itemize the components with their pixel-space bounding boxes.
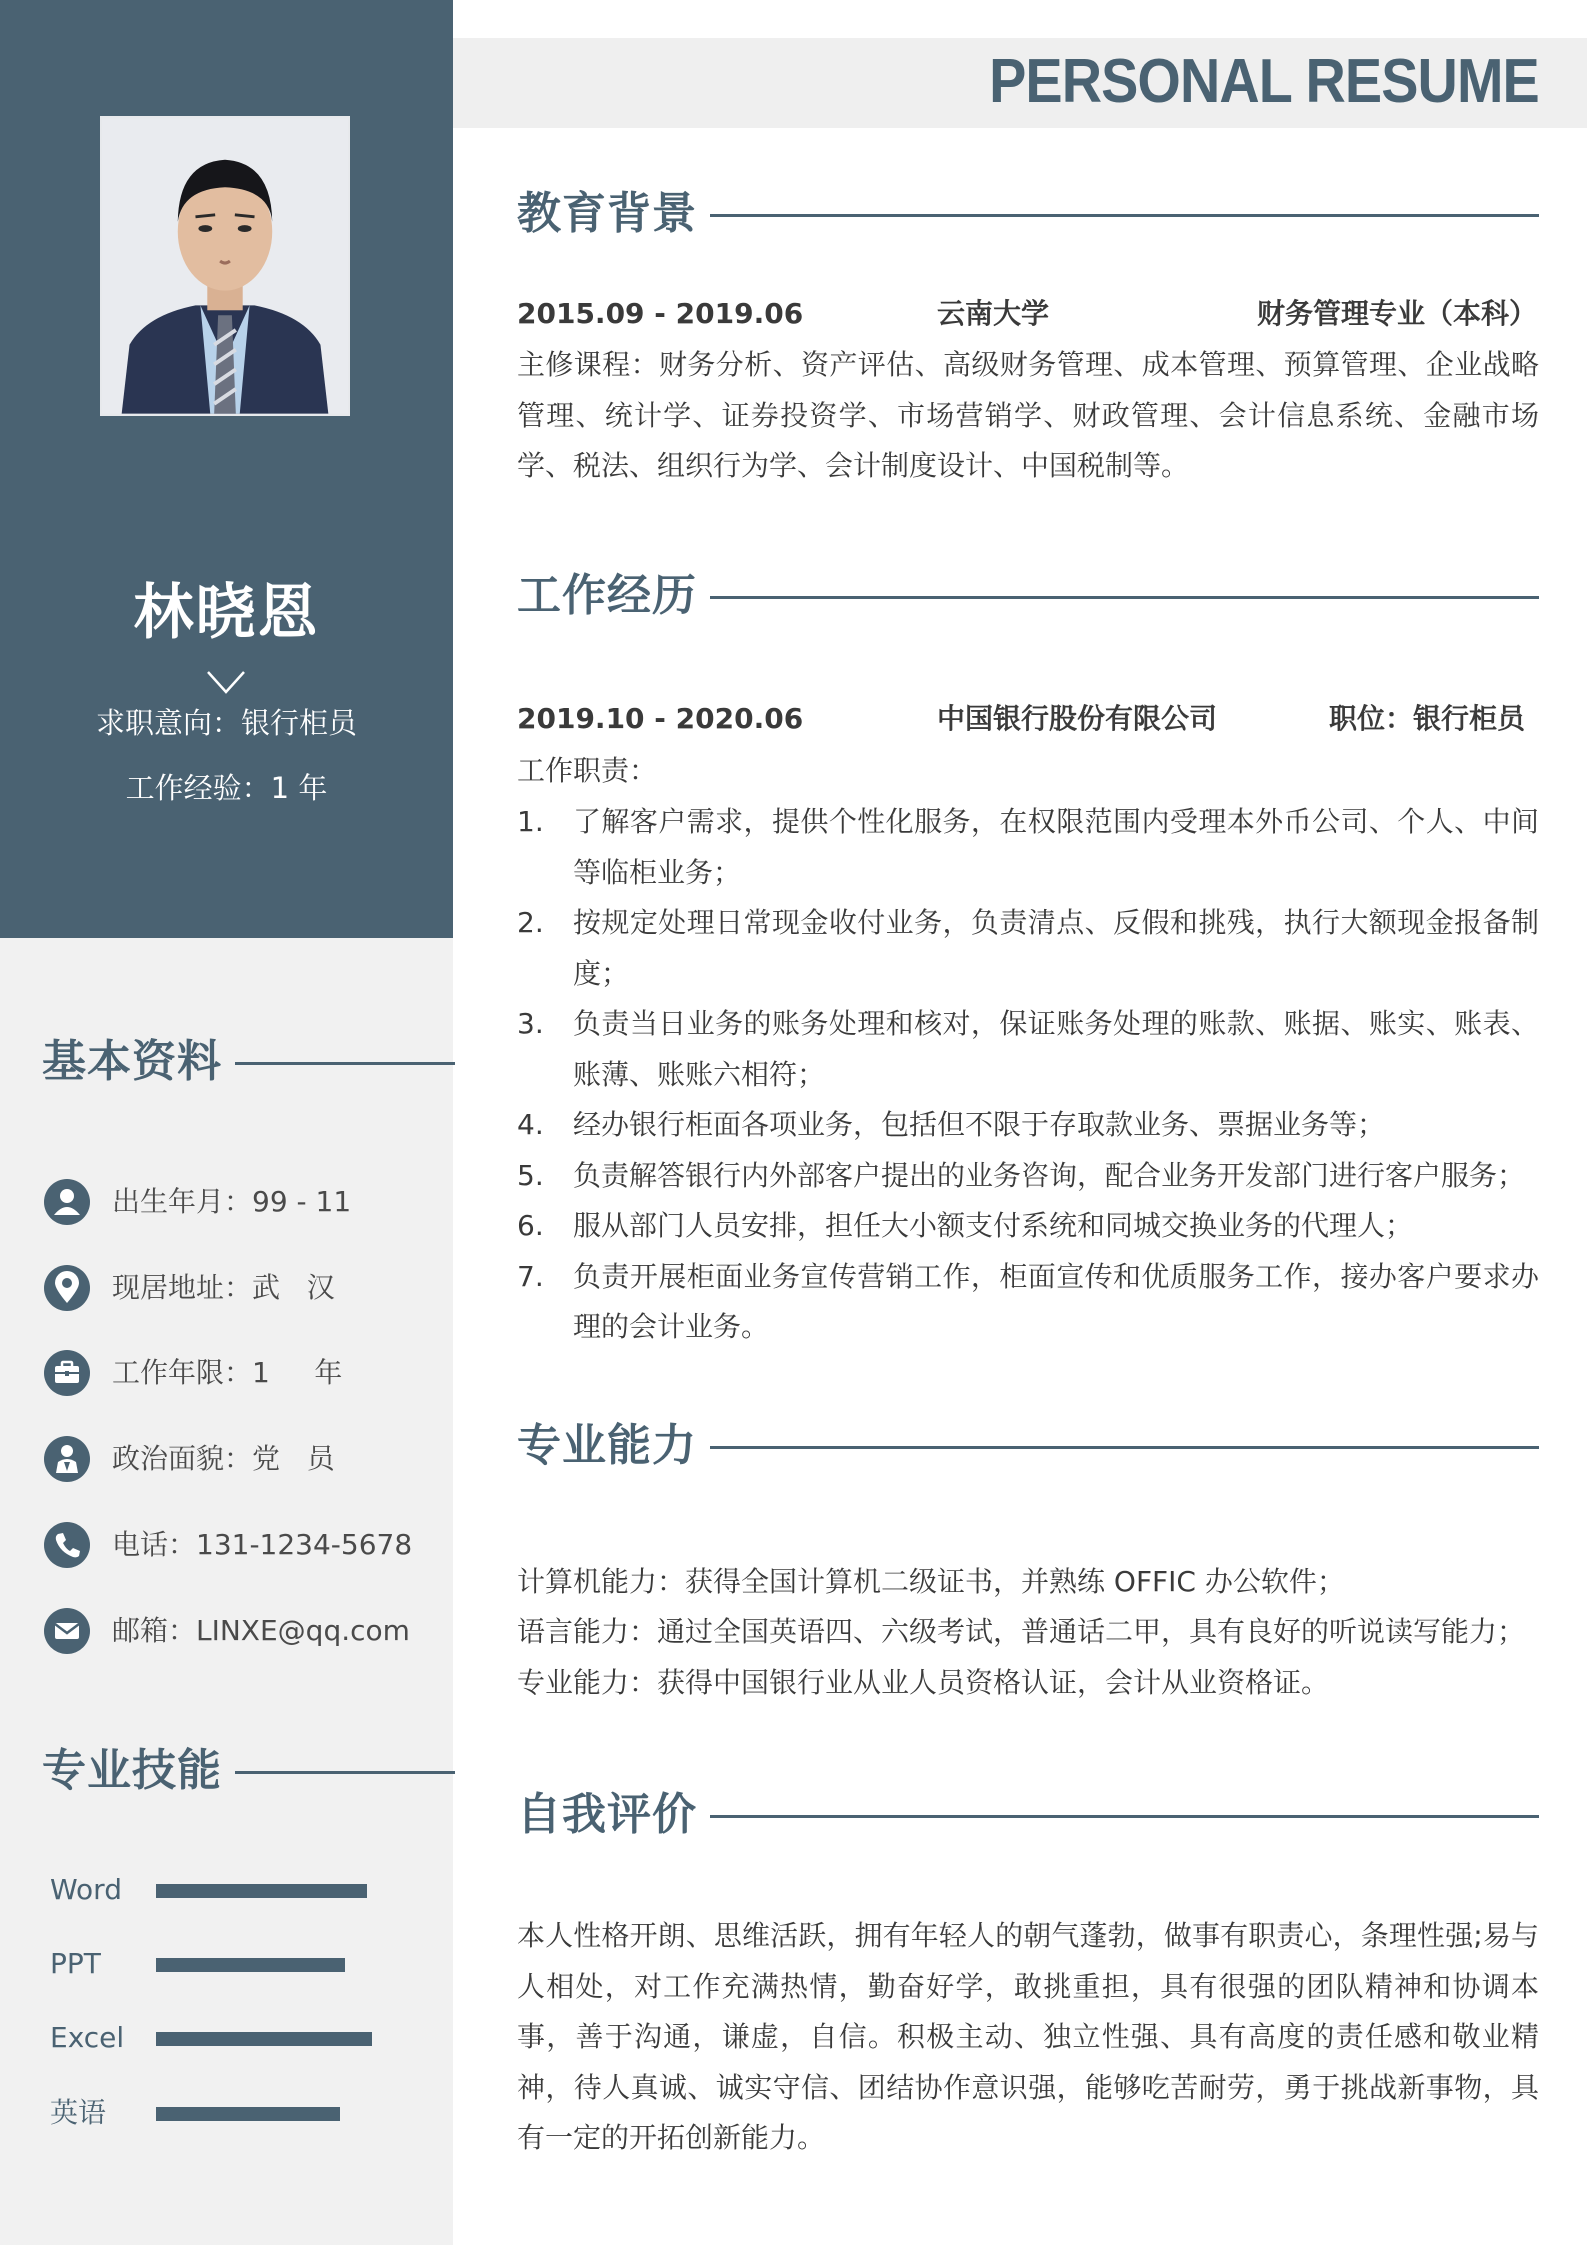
heading-divider: [710, 1815, 1539, 1818]
basic-info-title: 基本资料: [42, 1036, 222, 1087]
duty-item: [517, 1151, 1539, 1202]
info-email: [44, 1606, 444, 1656]
heading-divider: [710, 1446, 1539, 1449]
duty-text: 服从部门人员安排，担任大小额支付系统和同城交换业务的代理人；: [573, 1209, 1414, 1242]
duty-number: 1.: [517, 805, 544, 838]
info-political-text: 政治面貌：党 员: [112, 1442, 335, 1475]
heading-divider: [235, 1771, 455, 1774]
ability-heading: [517, 1416, 1539, 1476]
party-member-icon: [44, 1436, 90, 1482]
ability-line: 专业能力：获得中国银行业从业人员资格认证，会计从业资格证。: [517, 1666, 1330, 1699]
profile-photo: [100, 116, 350, 416]
chevron-down-icon: [206, 670, 246, 694]
work-entry-header: [517, 697, 1539, 741]
skill-row: [50, 2018, 430, 2058]
heading-divider: [710, 214, 1539, 217]
ability-line: 计算机能力：获得全国计算机二级证书，并熟练 OFFIC 办公软件；: [517, 1565, 1345, 1598]
info-political-status: [44, 1434, 444, 1484]
info-address: [44, 1263, 444, 1313]
ability-title: 专业能力: [517, 1420, 697, 1471]
duty-text: 经办银行柜面各项业务，包括但不限于存取款业务、票据业务等；: [573, 1108, 1386, 1141]
info-phone: [44, 1520, 444, 1570]
duty-text: 负责解答银行内外部客户提出的业务咨询，配合业务开发部门进行客户服务；: [573, 1158, 1526, 1192]
duty-number: 6.: [517, 1209, 544, 1242]
self-eval-text: 本人性格开朗、思维活跃，拥有年轻人的朝气蓬勃，做事有职责心，条理性强;易与人相处，对工作充满热情，勤奋好学，敢挑重担，具有很强的团队精神和协调本事，善于沟通，谦虚，自信。积极主动、独立性强、具有高度的责任感和敬业精神，待人真诚、诚实守信、团结协作意识强，能够吃苦耐劳，勇于挑战新事物，具有一定的开拓创新能力。: [517, 1919, 1539, 2154]
title-banner: [453, 38, 1587, 128]
duty-number: 5.: [517, 1158, 544, 1192]
duty-number: 3.: [517, 1007, 544, 1040]
duty-number: 7.: [517, 1259, 544, 1293]
education-period: 2015.09 - 2019.06: [517, 297, 804, 330]
self-eval-title: 自我评价: [517, 1789, 697, 1840]
work-period: 2019.10 - 2020.06: [517, 702, 804, 735]
duty-item: [517, 1201, 1539, 1252]
duty-text: 了解客户需求，提供个性化服务，在权限范围内受理本外币公司、个人、中间等临柜业务；: [573, 805, 1539, 889]
skill-level-bar: [156, 1884, 367, 1898]
skill-level-bar: [156, 2032, 372, 2046]
self-eval-heading: [517, 1785, 1539, 1845]
education-title: 教育背景: [517, 188, 697, 239]
duty-text: 负责当日业务的账务处理和核对，保证账务处理的账款、账据、账实、账表、账薄、账账六相符；: [573, 1007, 1539, 1091]
work-title: 工作经历: [517, 570, 697, 621]
skills-heading: [42, 1741, 412, 1801]
info-birth-text: 出生年月：99 - 11: [112, 1185, 352, 1218]
duty-item: [517, 797, 1539, 898]
education-heading: [517, 184, 1539, 244]
heading-divider: [710, 596, 1539, 599]
skill-name: PPT: [50, 1947, 101, 1980]
education-entry-header: [517, 292, 1539, 336]
info-phone-text: 电话：131-1234-5678: [112, 1528, 413, 1561]
duty-item: [517, 1100, 1539, 1151]
education-school: 云南大学: [937, 297, 1050, 330]
work-heading: [517, 566, 1539, 626]
work-position: 职位：银行柜员: [1329, 702, 1526, 735]
info-email-text: 邮箱：LINXE@qq.com: [112, 1614, 410, 1647]
location-pin-icon: [44, 1265, 90, 1311]
heading-divider: [235, 1062, 455, 1065]
ability-line: 语言能力：通过全国英语四、六级考试，普通话二甲，具有良好的听说读写能力；: [517, 1615, 1526, 1648]
duty-text: 按规定处理日常现金收付业务，负责清点、反假和挑残，执行大额现金报备制度；: [573, 906, 1539, 990]
skill-name: Word: [50, 1873, 122, 1906]
job-intent: 求职意向：银行柜员: [95, 706, 357, 740]
skill-row: [50, 1944, 430, 1984]
skill-row: [50, 1870, 430, 1910]
duty-item: [517, 1252, 1539, 1353]
portrait-image: [102, 118, 348, 414]
left-sidebar: [0, 0, 453, 2245]
skill-name: 英语: [50, 2096, 107, 2129]
skill-row: [50, 2093, 430, 2133]
skill-level-bar: [156, 2107, 340, 2121]
info-work-years-text: 工作年限：1 年: [112, 1356, 343, 1389]
education-courses: 主修课程：财务分析、资产评估、高级财务管理、成本管理、预算管理、企业战略管理、统计学、证券投资学、市场营销学、财政管理、会计信息系统、金融市场学、税法、组织行为学、会计制度设计、中国税制等。: [517, 348, 1539, 482]
skills-title: 专业技能: [42, 1745, 222, 1796]
phone-icon: [44, 1522, 90, 1568]
work-company: 中国银行股份有限公司: [937, 702, 1218, 735]
profile-panel: [0, 0, 453, 938]
resume-title: PERSONAL RESUME: [989, 47, 1539, 116]
duty-number: 2.: [517, 906, 544, 939]
info-birth: [44, 1177, 444, 1227]
email-icon: [44, 1608, 90, 1654]
briefcase-icon: [44, 1350, 90, 1396]
duties-list: [517, 797, 1539, 1353]
skill-level-bar: [156, 1958, 345, 1972]
person-icon: [44, 1179, 90, 1225]
work-experience-years: 工作经验：1 年: [125, 771, 328, 805]
duty-text: 负责开展柜面业务宣传营销工作，柜面宣传和优质服务工作，接办客户要求办理的会计业务。: [573, 1259, 1539, 1343]
duty-item: [517, 999, 1539, 1100]
info-work-years: [44, 1348, 444, 1398]
duties-label: 工作职责：: [517, 754, 658, 787]
candidate-name: 林晓恩: [133, 578, 320, 648]
basic-info-heading: [42, 1032, 412, 1092]
duty-number: 4.: [517, 1108, 544, 1141]
info-address-text: 现居地址：武 汉: [112, 1271, 335, 1304]
skill-name: Excel: [50, 2021, 125, 2054]
education-major: 财务管理专业（本科）: [1257, 297, 1538, 330]
duty-item: [517, 898, 1539, 999]
